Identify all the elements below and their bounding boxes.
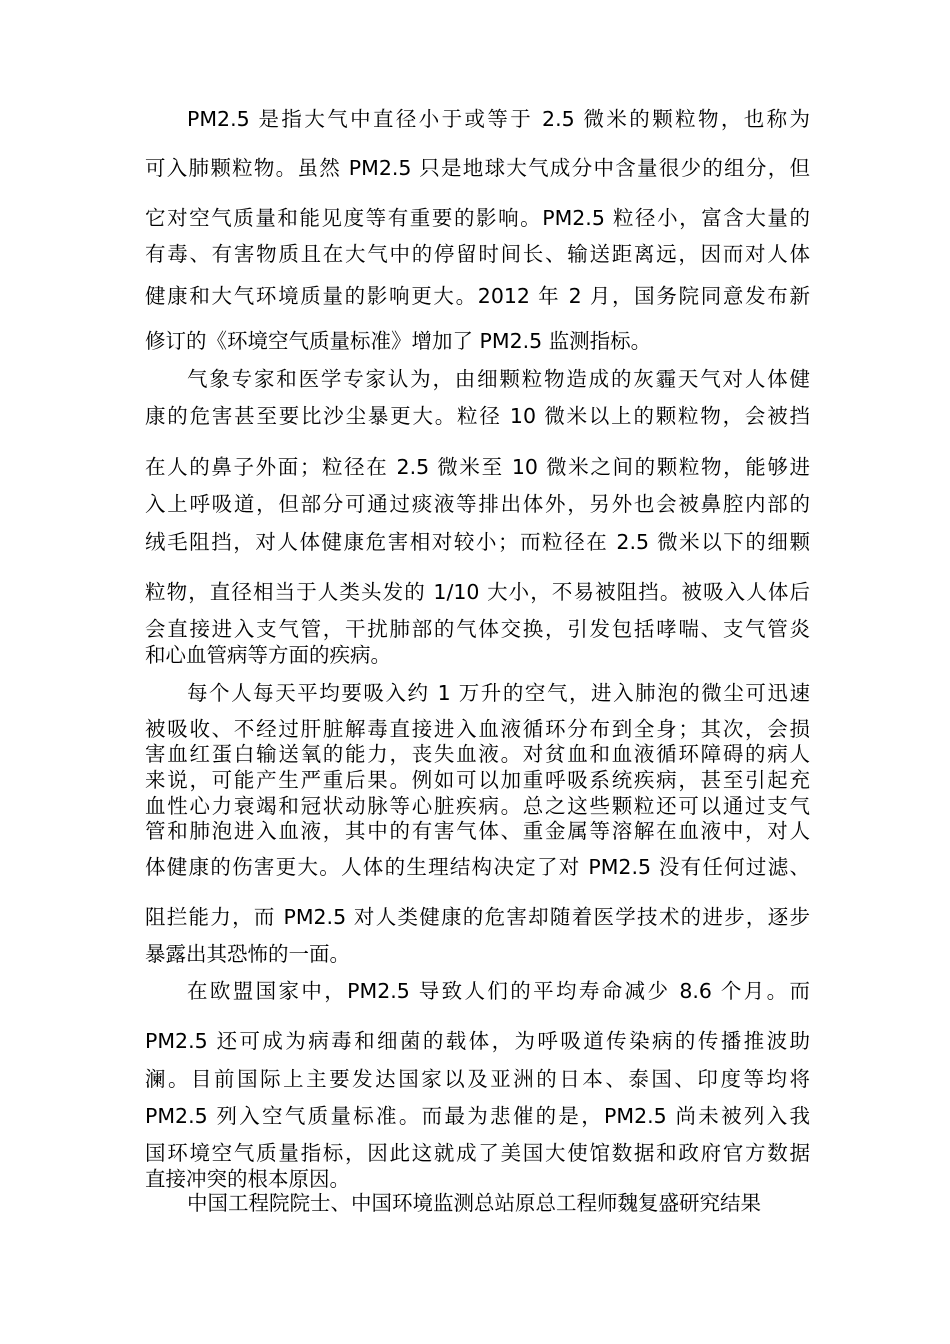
- text-line: 血性心力衰竭和冠状动脉等心脏疾病。总之这些颗粒还可以通过支气: [145, 794, 810, 818]
- text-line: 每个人每天平均要吸入约 1 万升的空气，进入肺泡的微尘可迅速: [187, 681, 810, 705]
- text-line: 粒物，直径相当于人类头发的 1/10 大小，不易被阻挡。被吸入人体后: [145, 580, 810, 604]
- text-line: 入上呼吸道，但部分可通过痰液等排出体外，另外也会被鼻腔内部的: [145, 492, 810, 516]
- text-line: 会直接进入支气管，干扰肺部的气体交换，引发包括哮喘、支气管炎: [145, 617, 810, 641]
- text-line: PM2.5 还可成为病毒和细菌的载体，为呼吸道传染病的传播推波助: [145, 1029, 810, 1053]
- text-line: PM2.5 列入空气质量标准。而最为悲催的是，PM2.5 尚未被列入我: [145, 1104, 810, 1128]
- text-line: 在欧盟国家中，PM2.5 导致人们的平均寿命减少 8.6 个月。而: [187, 979, 810, 1003]
- text-line: 国环境空气质量指标，因此这就成了美国大使馆数据和政府官方数据: [145, 1141, 810, 1165]
- text-line: 在人的鼻子外面；粒径在 2.5 微米至 10 微米之间的颗粒物，能够进: [145, 455, 810, 479]
- text-line: 它对空气质量和能见度等有重要的影响。PM2.5 粒径小，富含大量的: [145, 206, 810, 230]
- text-line: 有毒、有害物质且在大气中的停留时间长、输送距离远，因而对人体: [145, 242, 810, 266]
- text-line: 和心血管病等方面的疾病。: [145, 643, 391, 667]
- text-line: 气象专家和医学专家认为，由细颗粒物造成的灰霾天气对人体健: [187, 367, 810, 391]
- text-line: 中国工程院院士、中国环境监测总站原总工程师魏复盛研究结果: [187, 1191, 761, 1215]
- text-line: 健康和大气环境质量的影响更大。2012 年 2 月，国务院同意发布新: [145, 284, 810, 308]
- text-line: PM2.5 是指大气中直径小于或等于 2.5 微米的颗粒物，也称为: [187, 107, 810, 131]
- text-line: 可入肺颗粒物。虽然 PM2.5 只是地球大气成分中含量很少的组分，但: [145, 156, 810, 180]
- text-line: 被吸收、不经过肝脏解毒直接进入血液循环分布到全身；其次，会损: [145, 717, 810, 741]
- text-line: 来说，可能产生严重后果。例如可以加重呼吸系统疾病，甚至引起充: [145, 768, 810, 792]
- text-line: 害血红蛋白输送氧的能力，丧失血液。对贫血和血液循环障碍的病人: [145, 742, 810, 766]
- text-line: 体健康的伤害更大。人体的生理结构决定了对 PM2.5 没有任何过滤、: [145, 855, 810, 879]
- text-line: 直接冲突的根本原因。: [145, 1167, 350, 1191]
- text-line: 阻拦能力，而 PM2.5 对人类健康的危害却随着医学技术的进步，逐步: [145, 905, 810, 929]
- text-line: 澜。目前国际上主要发达国家以及亚洲的日本、泰国、印度等均将: [145, 1067, 810, 1091]
- text-line: 康的危害甚至要比沙尘暴更大。粒径 10 微米以上的颗粒物，会被挡: [145, 404, 810, 428]
- text-line: 暴露出其恐怖的一面。: [145, 942, 350, 966]
- text-line: 绒毛阻挡，对人体健康危害相对较小；而粒径在 2.5 微米以下的细颗: [145, 530, 810, 554]
- text-line: 修订的《环境空气质量标准》增加了 PM2.5 监测指标。: [145, 329, 652, 353]
- text-line: 管和肺泡进入血液，其中的有害气体、重金属等溶解在血液中，对人: [145, 819, 810, 843]
